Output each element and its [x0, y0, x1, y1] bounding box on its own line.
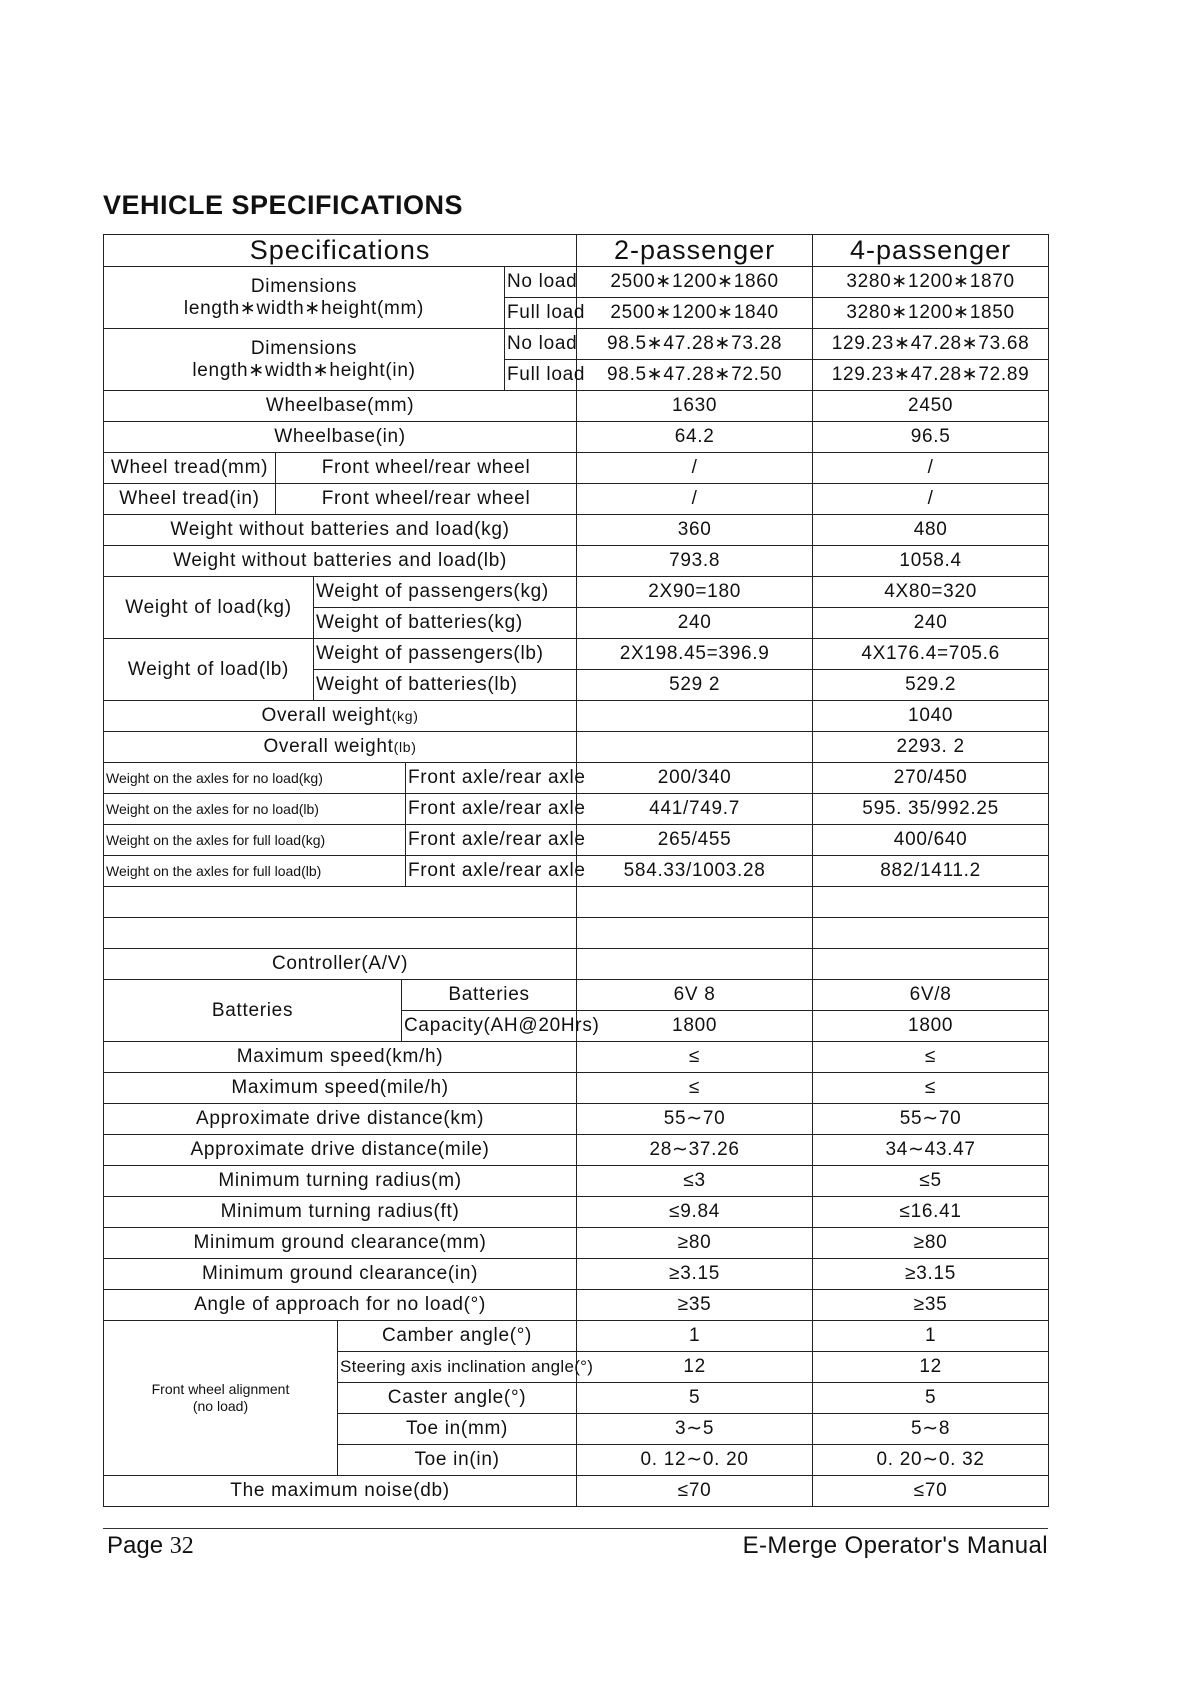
dimensions-mm-label-line1: Dimensions	[250, 275, 358, 297]
table-row	[104, 577, 1049, 608]
table-row	[104, 546, 1049, 577]
row-label: Approximate drive distance(km)	[104, 1104, 577, 1135]
table-row	[104, 422, 1049, 453]
sub-label: Toe in(in)	[338, 1445, 577, 1476]
value-4p: ≥80	[813, 1228, 1049, 1259]
sub-label: Front axle/rear axle	[406, 763, 577, 794]
row-label: Weight without batteries and load(kg)	[104, 515, 577, 546]
empty-cell	[813, 887, 1049, 918]
value-4p: 529.2	[813, 670, 1049, 701]
value-2p: 265/455	[577, 825, 813, 856]
value-2p: 200/340	[577, 763, 813, 794]
row-label: Minimum ground clearance(mm)	[104, 1228, 577, 1259]
table-row	[104, 1042, 1049, 1073]
value-2p: ≤	[577, 1042, 813, 1073]
table-row	[104, 1259, 1049, 1290]
value-2p: 0. 12∼0. 20	[577, 1445, 813, 1476]
sub-label: Front axle/rear axle	[406, 856, 577, 887]
value-2p: /	[577, 484, 813, 515]
table-row	[104, 453, 1049, 484]
table-row	[104, 1104, 1049, 1135]
row-label: Wheelbase(in)	[104, 422, 577, 453]
header-4-passenger: 4-passenger	[813, 235, 1049, 267]
spec-table	[103, 234, 1049, 1507]
value-2p: 2500∗1200∗1860	[577, 267, 813, 298]
header-2-passenger: 2-passenger	[577, 235, 813, 267]
empty-cell	[104, 887, 577, 918]
value-4p: 12	[813, 1352, 1049, 1383]
value-4p: 6V/8	[813, 980, 1049, 1011]
table-row	[104, 267, 1049, 298]
value-2p: 360	[577, 515, 813, 546]
sub-label: Batteries	[402, 980, 577, 1011]
value-4p: ≥35	[813, 1290, 1049, 1321]
row-label: Controller(A/V)	[104, 949, 577, 980]
value-4p: 882/1411.2	[813, 856, 1049, 887]
header-spec: Specifications	[104, 235, 577, 267]
sub-label: Weight of batteries(kg)	[314, 608, 577, 639]
page-number	[107, 1532, 194, 1560]
value-4p: 4X176.4=705.6	[813, 639, 1049, 670]
overall-kg-label: Overall weight	[261, 705, 392, 727]
value-2p: 2X90=180	[577, 577, 813, 608]
table-row	[104, 391, 1049, 422]
table-row	[104, 484, 1049, 515]
table-row	[104, 856, 1049, 887]
value-4p: 480	[813, 515, 1049, 546]
sub-label: Toe in(mm)	[338, 1414, 577, 1445]
value-4p: 129.23∗47.28∗72.89	[813, 360, 1049, 391]
value-4p	[813, 949, 1049, 980]
value-2p: 28∼37.26	[577, 1135, 813, 1166]
table-row	[104, 1135, 1049, 1166]
value-4p: 1800	[813, 1011, 1049, 1042]
empty-cell	[813, 918, 1049, 949]
table-row	[104, 1166, 1049, 1197]
value-2p: 6V 8	[577, 980, 813, 1011]
empty-cell	[577, 887, 813, 918]
value-4p: 400/640	[813, 825, 1049, 856]
page-title: VEHICLE SPECIFICATIONS	[103, 190, 464, 220]
row-label: Weight on the axles for full load(lb)	[104, 856, 406, 887]
table-row	[104, 980, 1049, 1011]
sub-label: No load	[505, 267, 577, 298]
sub-label: Front wheel/rear wheel	[276, 484, 577, 515]
value-4p: ≤70	[813, 1476, 1049, 1507]
value-2p: 1630	[577, 391, 813, 422]
value-4p: 1040	[813, 701, 1049, 732]
value-2p: 5	[577, 1383, 813, 1414]
value-2p: 584.33/1003.28	[577, 856, 813, 887]
value-2p: 64.2	[577, 422, 813, 453]
table-row	[104, 1476, 1049, 1507]
value-4p: 4X80=320	[813, 577, 1049, 608]
sub-label: Camber angle(°)	[338, 1321, 577, 1352]
sub-label: No load	[505, 329, 577, 360]
value-4p: 1058.4	[813, 546, 1049, 577]
alignment-label-line2: (no load)	[192, 1398, 249, 1415]
row-label: Maximum speed(km/h)	[104, 1042, 577, 1073]
value-2p: ≥80	[577, 1228, 813, 1259]
value-2p: /	[577, 453, 813, 484]
sub-label: Front wheel/rear wheel	[276, 453, 577, 484]
value-2p: ≥35	[577, 1290, 813, 1321]
value-2p: 12	[577, 1352, 813, 1383]
sub-label: Front axle/rear axle	[406, 825, 577, 856]
dimensions-mm-label	[104, 267, 505, 329]
table-row	[104, 949, 1049, 980]
sub-label: Front axle/rear axle	[406, 794, 577, 825]
row-label: Wheel tread(in)	[104, 484, 276, 515]
value-2p: ≤3	[577, 1166, 813, 1197]
value-4p: 0. 20∼0. 32	[813, 1445, 1049, 1476]
row-label: Approximate drive distance(mile)	[104, 1135, 577, 1166]
value-2p: ≤70	[577, 1476, 813, 1507]
value-2p: ≥3.15	[577, 1259, 813, 1290]
table-row	[104, 732, 1049, 763]
table-row	[104, 329, 1049, 360]
table-row	[104, 639, 1049, 670]
dimensions-in-label	[104, 329, 505, 391]
value-4p: 595. 35/992.25	[813, 794, 1049, 825]
value-2p	[577, 732, 813, 763]
sub-label: Weight of passengers(kg)	[314, 577, 577, 608]
value-2p: 240	[577, 608, 813, 639]
row-label: Weight of load(kg)	[104, 577, 314, 639]
row-label: Weight on the axles for no load(kg)	[104, 763, 406, 794]
table-row	[104, 1228, 1049, 1259]
footer-divider	[103, 1528, 1048, 1529]
value-2p	[577, 701, 813, 732]
row-label	[104, 732, 577, 763]
row-label: Minimum turning radius(m)	[104, 1166, 577, 1197]
value-4p: 55∼70	[813, 1104, 1049, 1135]
sub-label: Weight of passengers(lb)	[314, 639, 577, 670]
page-num: 32	[169, 1533, 194, 1559]
row-label: Angle of approach for no load(°)	[104, 1290, 577, 1321]
value-4p: 240	[813, 608, 1049, 639]
row-label: Minimum turning radius(ft)	[104, 1197, 577, 1228]
value-4p: ≤5	[813, 1166, 1049, 1197]
row-label: Minimum ground clearance(in)	[104, 1259, 577, 1290]
value-4p: 3280∗1200∗1870	[813, 267, 1049, 298]
value-2p: 2X198.45=396.9	[577, 639, 813, 670]
value-4p: 129.23∗47.28∗73.68	[813, 329, 1049, 360]
value-2p	[577, 949, 813, 980]
overall-lb-label: Overall weight	[263, 736, 394, 758]
table-row	[104, 1321, 1049, 1352]
table-row	[104, 1197, 1049, 1228]
row-label: Weight without batteries and load(lb)	[104, 546, 577, 577]
table-row	[104, 825, 1049, 856]
sub-label: Full load	[505, 360, 577, 391]
value-2p: 529 2	[577, 670, 813, 701]
value-4p: 2450	[813, 391, 1049, 422]
table-row	[104, 515, 1049, 546]
value-2p: 98.5∗47.28∗73.28	[577, 329, 813, 360]
row-label: Weight on the axles for no load(lb)	[104, 794, 406, 825]
value-2p: ≤	[577, 1073, 813, 1104]
row-label: Wheel tread(mm)	[104, 453, 276, 484]
manual-title: E-Merge Operator's Manual	[742, 1532, 1048, 1559]
dimensions-in-label-line2: length∗width∗height(in)	[192, 359, 416, 381]
sub-label: Steering axis inclination angle(°)	[338, 1352, 577, 1383]
value-4p: /	[813, 484, 1049, 515]
value-2p: 98.5∗47.28∗72.50	[577, 360, 813, 391]
value-4p: 3280∗1200∗1850	[813, 298, 1049, 329]
alignment-label	[104, 1321, 338, 1476]
value-4p: ≤	[813, 1042, 1049, 1073]
value-2p: 1800	[577, 1011, 813, 1042]
table-row	[104, 1073, 1049, 1104]
value-4p: 1	[813, 1321, 1049, 1352]
sub-label: Capacity(AH@20Hrs)	[402, 1011, 577, 1042]
value-4p: ≤	[813, 1073, 1049, 1104]
empty-row	[104, 918, 1049, 949]
sub-label: Caster angle(°)	[338, 1383, 577, 1414]
value-4p: ≥3.15	[813, 1259, 1049, 1290]
page-word: Page	[107, 1532, 164, 1559]
sub-label: Weight of batteries(lb)	[314, 670, 577, 701]
value-4p: 2293. 2	[813, 732, 1049, 763]
value-4p: 34∼43.47	[813, 1135, 1049, 1166]
row-label: Batteries	[104, 980, 402, 1042]
table-header-row	[104, 235, 1049, 267]
value-2p: 793.8	[577, 546, 813, 577]
value-4p: 270/450	[813, 763, 1049, 794]
dimensions-in-label-line1: Dimensions	[250, 337, 358, 359]
row-label: Weight on the axles for full load(kg)	[104, 825, 406, 856]
table-row	[104, 763, 1049, 794]
value-4p: ≤16.41	[813, 1197, 1049, 1228]
value-2p: 441/749.7	[577, 794, 813, 825]
value-2p: ≤9.84	[577, 1197, 813, 1228]
empty-cell	[577, 918, 813, 949]
row-label: Weight of load(lb)	[104, 639, 314, 701]
table-row	[104, 1290, 1049, 1321]
overall-lb-unit: (lb)	[393, 739, 417, 756]
alignment-label-line1: Front wheel alignment	[151, 1381, 290, 1398]
row-label	[104, 701, 577, 732]
value-2p: 3∼5	[577, 1414, 813, 1445]
row-label: The maximum noise(db)	[104, 1476, 577, 1507]
value-4p: /	[813, 453, 1049, 484]
value-2p: 55∼70	[577, 1104, 813, 1135]
row-label: Maximum speed(mile/h)	[104, 1073, 577, 1104]
value-4p: 5	[813, 1383, 1049, 1414]
table-row	[104, 794, 1049, 825]
empty-row	[104, 887, 1049, 918]
table-row	[104, 701, 1049, 732]
sub-label: Full load	[505, 298, 577, 329]
empty-cell	[104, 918, 577, 949]
value-4p: 96.5	[813, 422, 1049, 453]
dimensions-mm-label-line2: length∗width∗height(mm)	[183, 297, 425, 319]
row-label: Wheelbase(mm)	[104, 391, 577, 422]
overall-kg-unit: (kg)	[391, 708, 419, 725]
value-2p: 1	[577, 1321, 813, 1352]
value-4p: 5∼8	[813, 1414, 1049, 1445]
value-2p: 2500∗1200∗1840	[577, 298, 813, 329]
